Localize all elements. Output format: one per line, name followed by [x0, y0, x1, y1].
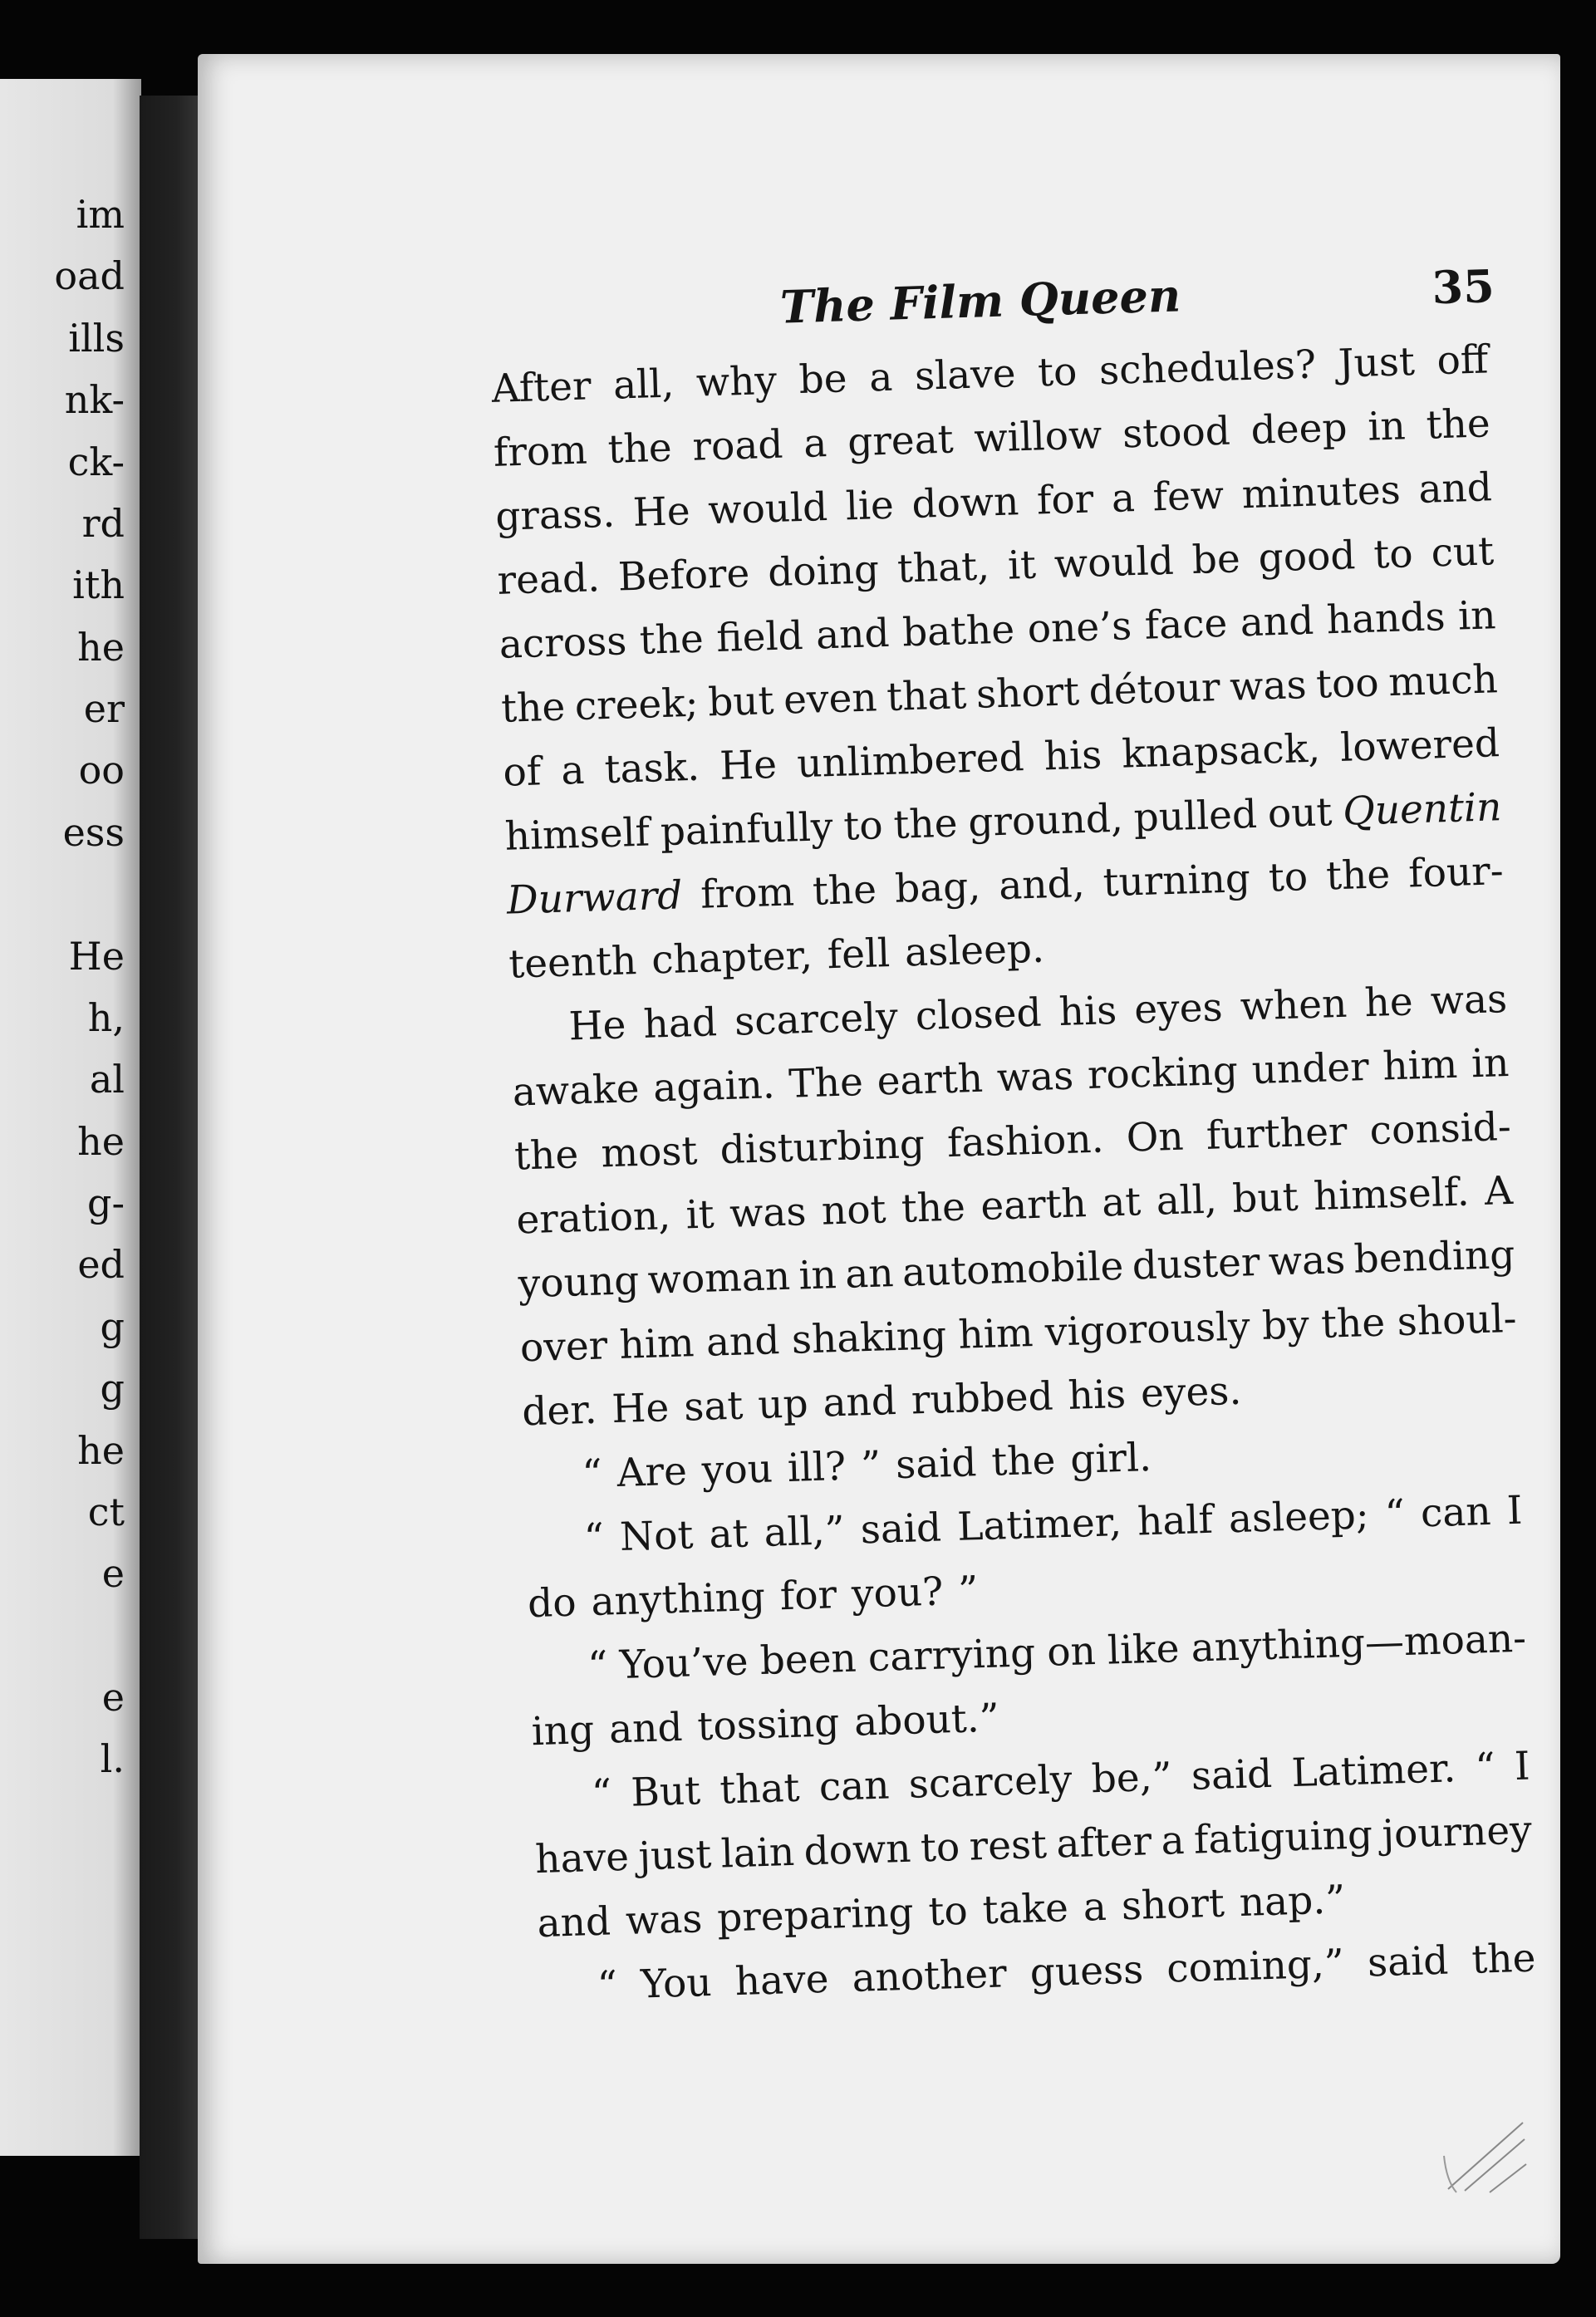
page-corner-fold-icon [1440, 2106, 1531, 2197]
facing-page-fragment: he [77, 1427, 125, 1473]
text-line: teenth chapter, fell asleep. [508, 925, 1045, 988]
book-gutter [140, 96, 206, 2239]
facing-page-fragment: ct [87, 1489, 125, 1534]
text-line: awake again. The earth was rocking under him in [512, 1039, 1510, 1116]
facing-page-fragment: ess [62, 809, 125, 855]
text-line: After all, why be a slave to schedules? Just off [490, 336, 1490, 412]
facing-page-fragment: he [77, 1118, 125, 1164]
facing-page-fragment: ck- [67, 439, 125, 484]
facing-page-fragment: al [89, 1057, 125, 1102]
facing-page-fragment: h, [87, 994, 125, 1040]
text-line: “ You’ve been carrying on like anything—moan- [587, 1615, 1527, 1690]
text-line: eration, it was not the earth at all, but himself. A [515, 1167, 1514, 1244]
text-line: read. Before doing that, it would be good to cut [496, 528, 1495, 604]
text-line: have just lain down to rest after a fatiguing journey [534, 1807, 1533, 1883]
text-line: do anything for you? ” [527, 1568, 980, 1627]
text-line: the creek; but even that short détour was too much [500, 656, 1499, 732]
text-line: “ You have another guess coming,” said the [597, 1935, 1537, 2010]
text-line: “ Are you ill? ” said the girl. [581, 1434, 1152, 1498]
text-line: ing and tossing about.” [530, 1695, 1000, 1755]
text-line: across the field and bathe one’s face and hands in [498, 592, 1497, 668]
text-line: “ But that can scarcely be,” said Latimer. “ I [591, 1743, 1531, 1818]
text-line: young woman in an automobile duster was bending [517, 1231, 1516, 1308]
facing-page-fragment: rd [81, 500, 125, 546]
text-line: himself painfully to the ground, pulled out Quentin [503, 784, 1503, 860]
page-text-block [489, 252, 1570, 2020]
book-page [198, 54, 1560, 2264]
text-line: of a task. He unlimbered his knapsack, lowered [502, 720, 1500, 796]
text-line: and was preparing to take a short nap.” [536, 1877, 1346, 1947]
facing-page-fragment: l. [100, 1736, 125, 1782]
text-line: He had scarcely closed his eyes when he was [567, 976, 1508, 1050]
facing-page-fragment: nk- [64, 377, 125, 423]
facing-page-fragment: He [68, 933, 125, 979]
text-line: over him and shaking him vigorously by the shoul- [519, 1295, 1518, 1372]
facing-page-fragment: oo [78, 748, 125, 793]
text-line: the most disturbing fashion. On further consid- [513, 1103, 1512, 1180]
text-line: from the road a great willow stood deep in the [493, 400, 1491, 476]
facing-page-fragment: g [100, 1366, 125, 1411]
facing-page-fragment: ed [77, 1242, 125, 1288]
running-head-title: The Film Queen [779, 268, 1181, 334]
facing-page-fragment: ith [72, 562, 125, 608]
page-number: 35 [1431, 259, 1495, 315]
text-line: “ Not at all,” said Latimer, half asleep; “ can I [583, 1487, 1524, 1562]
facing-page-fragment: e [101, 1675, 125, 1720]
facing-page-left [0, 79, 141, 2156]
facing-page-fragment: im [76, 192, 125, 237]
facing-page-fragment: he [77, 624, 125, 670]
facing-page-fragment: er [83, 686, 125, 731]
facing-page-fragment: g- [87, 1181, 125, 1225]
text-line: der. He sat up and rubbed his eyes. [521, 1367, 1243, 1436]
facing-page-fragment: g [100, 1303, 125, 1349]
facing-page-fragment: e [101, 1551, 125, 1597]
facing-page-fragment: oad [54, 253, 125, 299]
text-line: Durward from the bag, and, turning to the four- [506, 848, 1505, 924]
body-text [491, 326, 1570, 2020]
text-line: grass. He would lie down for a few minutes and [494, 464, 1493, 540]
facing-page-fragment: ills [68, 315, 125, 361]
